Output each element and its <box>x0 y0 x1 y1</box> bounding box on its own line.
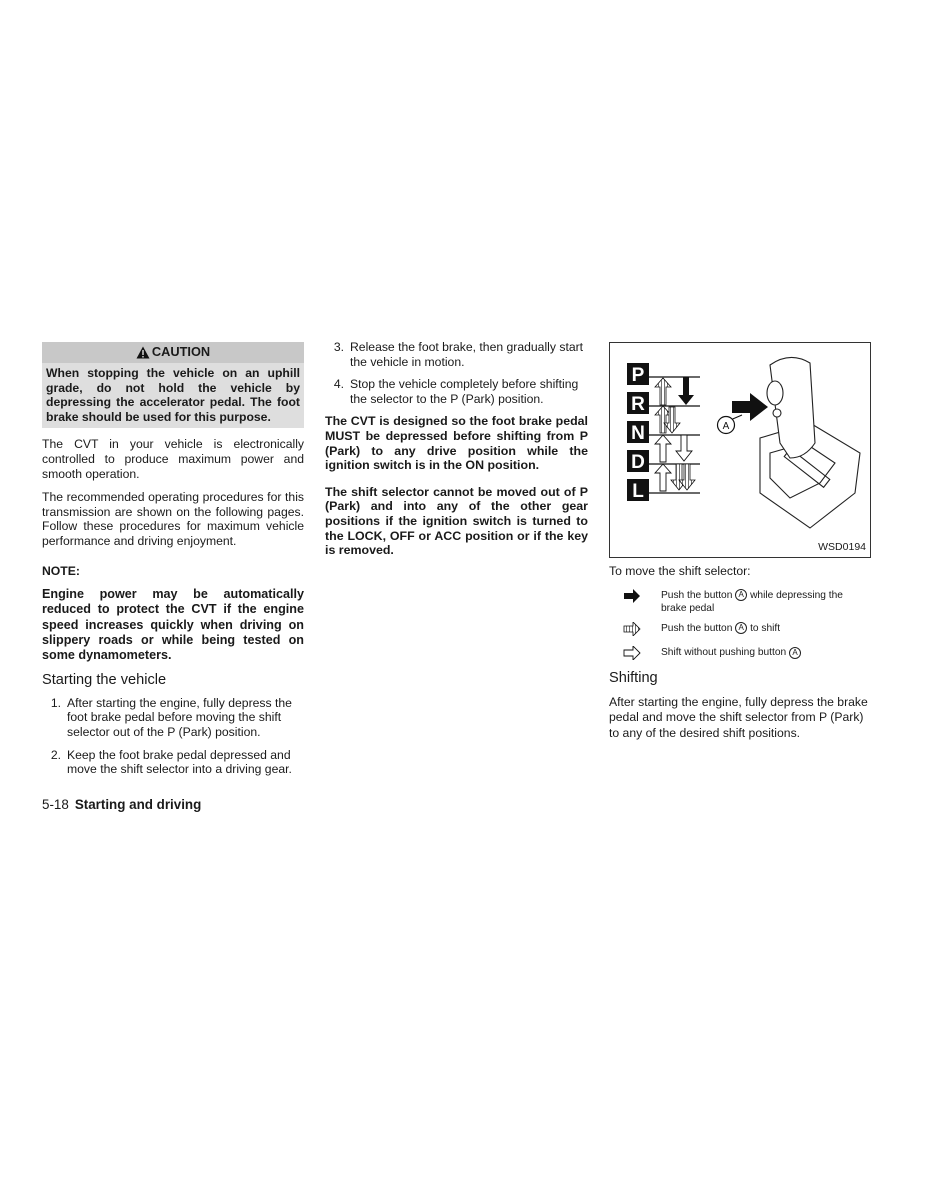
intro-paragraph-2: The recommended operating procedures for this transmission are shown on the following pages. Follow these procedures for maximum vehicle performance and driving enjoyment. <box>42 490 304 548</box>
step-text: Keep the foot brake pedal depressed and move the shift selector into a driving gear. <box>67 747 292 777</box>
solid-down-arrow <box>678 377 694 405</box>
button-a-symbol: A <box>735 622 747 634</box>
caution-title: CAUTION <box>151 344 211 360</box>
step-text: Stop the vehicle completely before shifting the selector to the P (Park) position. <box>350 377 579 406</box>
step-text: Release the foot brake, then gradually start the vehicle in motion. <box>350 340 584 369</box>
outline-up-arrow <box>655 464 671 491</box>
legend-text: Push the button <box>661 589 733 601</box>
legend-row <box>609 646 871 665</box>
list-item <box>325 377 588 406</box>
figure-caption: To move the shift selector: <box>609 564 751 578</box>
shift-selector-illustration <box>610 343 870 543</box>
button-a-symbol: A <box>735 589 747 601</box>
page-footer <box>42 797 201 812</box>
selector-warning: The shift selector cannot be moved out of P (Park) and into any of the other gear positions if the ignition switch is turned to the LOCK, OFF or ACC position or if the key is removed. <box>325 484 588 558</box>
legend-text: while depressing the brake pedal <box>661 589 843 615</box>
gear-n: N <box>631 423 645 444</box>
list-item <box>325 340 588 369</box>
step-number: 2. <box>50 747 61 762</box>
list-item <box>42 748 304 777</box>
button-a-symbol: A <box>789 647 801 659</box>
list-item <box>42 696 304 740</box>
gear-r: R <box>631 394 645 415</box>
middle-column <box>325 340 588 558</box>
outline-down-arrow <box>676 435 692 461</box>
solid-arrow-icon <box>609 589 661 608</box>
gear-l: L <box>632 481 644 502</box>
legend-text: Push the button <box>661 622 733 634</box>
legend-row <box>609 589 871 616</box>
note-text: Engine power may be automatically reduced to protect the CVT if the engine speed increases quickly when driving on slippery roads or while being tested on some dynamometers. <box>42 587 304 662</box>
page-number: 5-18 <box>42 797 69 812</box>
legend-text: Shift without pushing button <box>661 647 787 659</box>
figure-code: WSD0194 <box>818 541 866 554</box>
outline-up-arrow <box>655 435 671 462</box>
shifting-text: After starting the engine, fully depress the brake pedal and move the shift selector from P (Park) to any of the desired shift positions. <box>609 694 868 741</box>
section-heading-shifting: Shifting <box>609 669 658 686</box>
left-column <box>42 342 304 777</box>
warning-icon <box>136 346 150 359</box>
outline-arrow-icon <box>609 646 661 665</box>
shift-knob <box>767 357 815 458</box>
right-column <box>609 342 871 742</box>
step-number: 1. <box>50 695 61 710</box>
gear-guide-lines <box>649 377 700 493</box>
steps-list-part1 <box>42 696 304 777</box>
note-title: NOTE: <box>42 563 80 578</box>
steps-list-part2 <box>325 340 588 406</box>
hatched-arrow-icon <box>609 622 661 641</box>
gear-d: D <box>631 452 645 473</box>
gear-p: P <box>631 365 645 386</box>
section-heading-starting: Starting the vehicle <box>42 672 167 689</box>
cvt-warning: The CVT is designed so the foot brake pedal MUST be depressed before shifting from P (Park) to any drive position while the ignition switch is in the ON position. <box>325 414 588 473</box>
step-text: After starting the engine, fully depress the foot brake pedal before moving the shift selector out of the P (Park) position. <box>67 695 292 739</box>
legend-row <box>609 622 871 641</box>
hatched-up-arrow <box>655 378 671 405</box>
legend-text: to shift <box>750 622 781 634</box>
chapter-title: Starting and driving <box>74 797 202 812</box>
shift-selector-figure <box>609 342 871 558</box>
callout-a: A <box>722 421 730 432</box>
step-number: 4. <box>333 377 344 392</box>
caution-header <box>42 342 304 363</box>
intro-paragraph-1: The CVT in your vehicle is electronically controlled to produce maximum power and smooth operation. <box>42 437 304 481</box>
arrow-legend <box>609 589 871 665</box>
gear-letters <box>627 363 649 502</box>
caution-text: When stopping the vehicle on an uphill grade, do not hold the vehicle by depressing the accelerator pedal. The foot brake should be used for this purpose. <box>42 363 304 428</box>
step-number: 3. <box>333 340 344 354</box>
